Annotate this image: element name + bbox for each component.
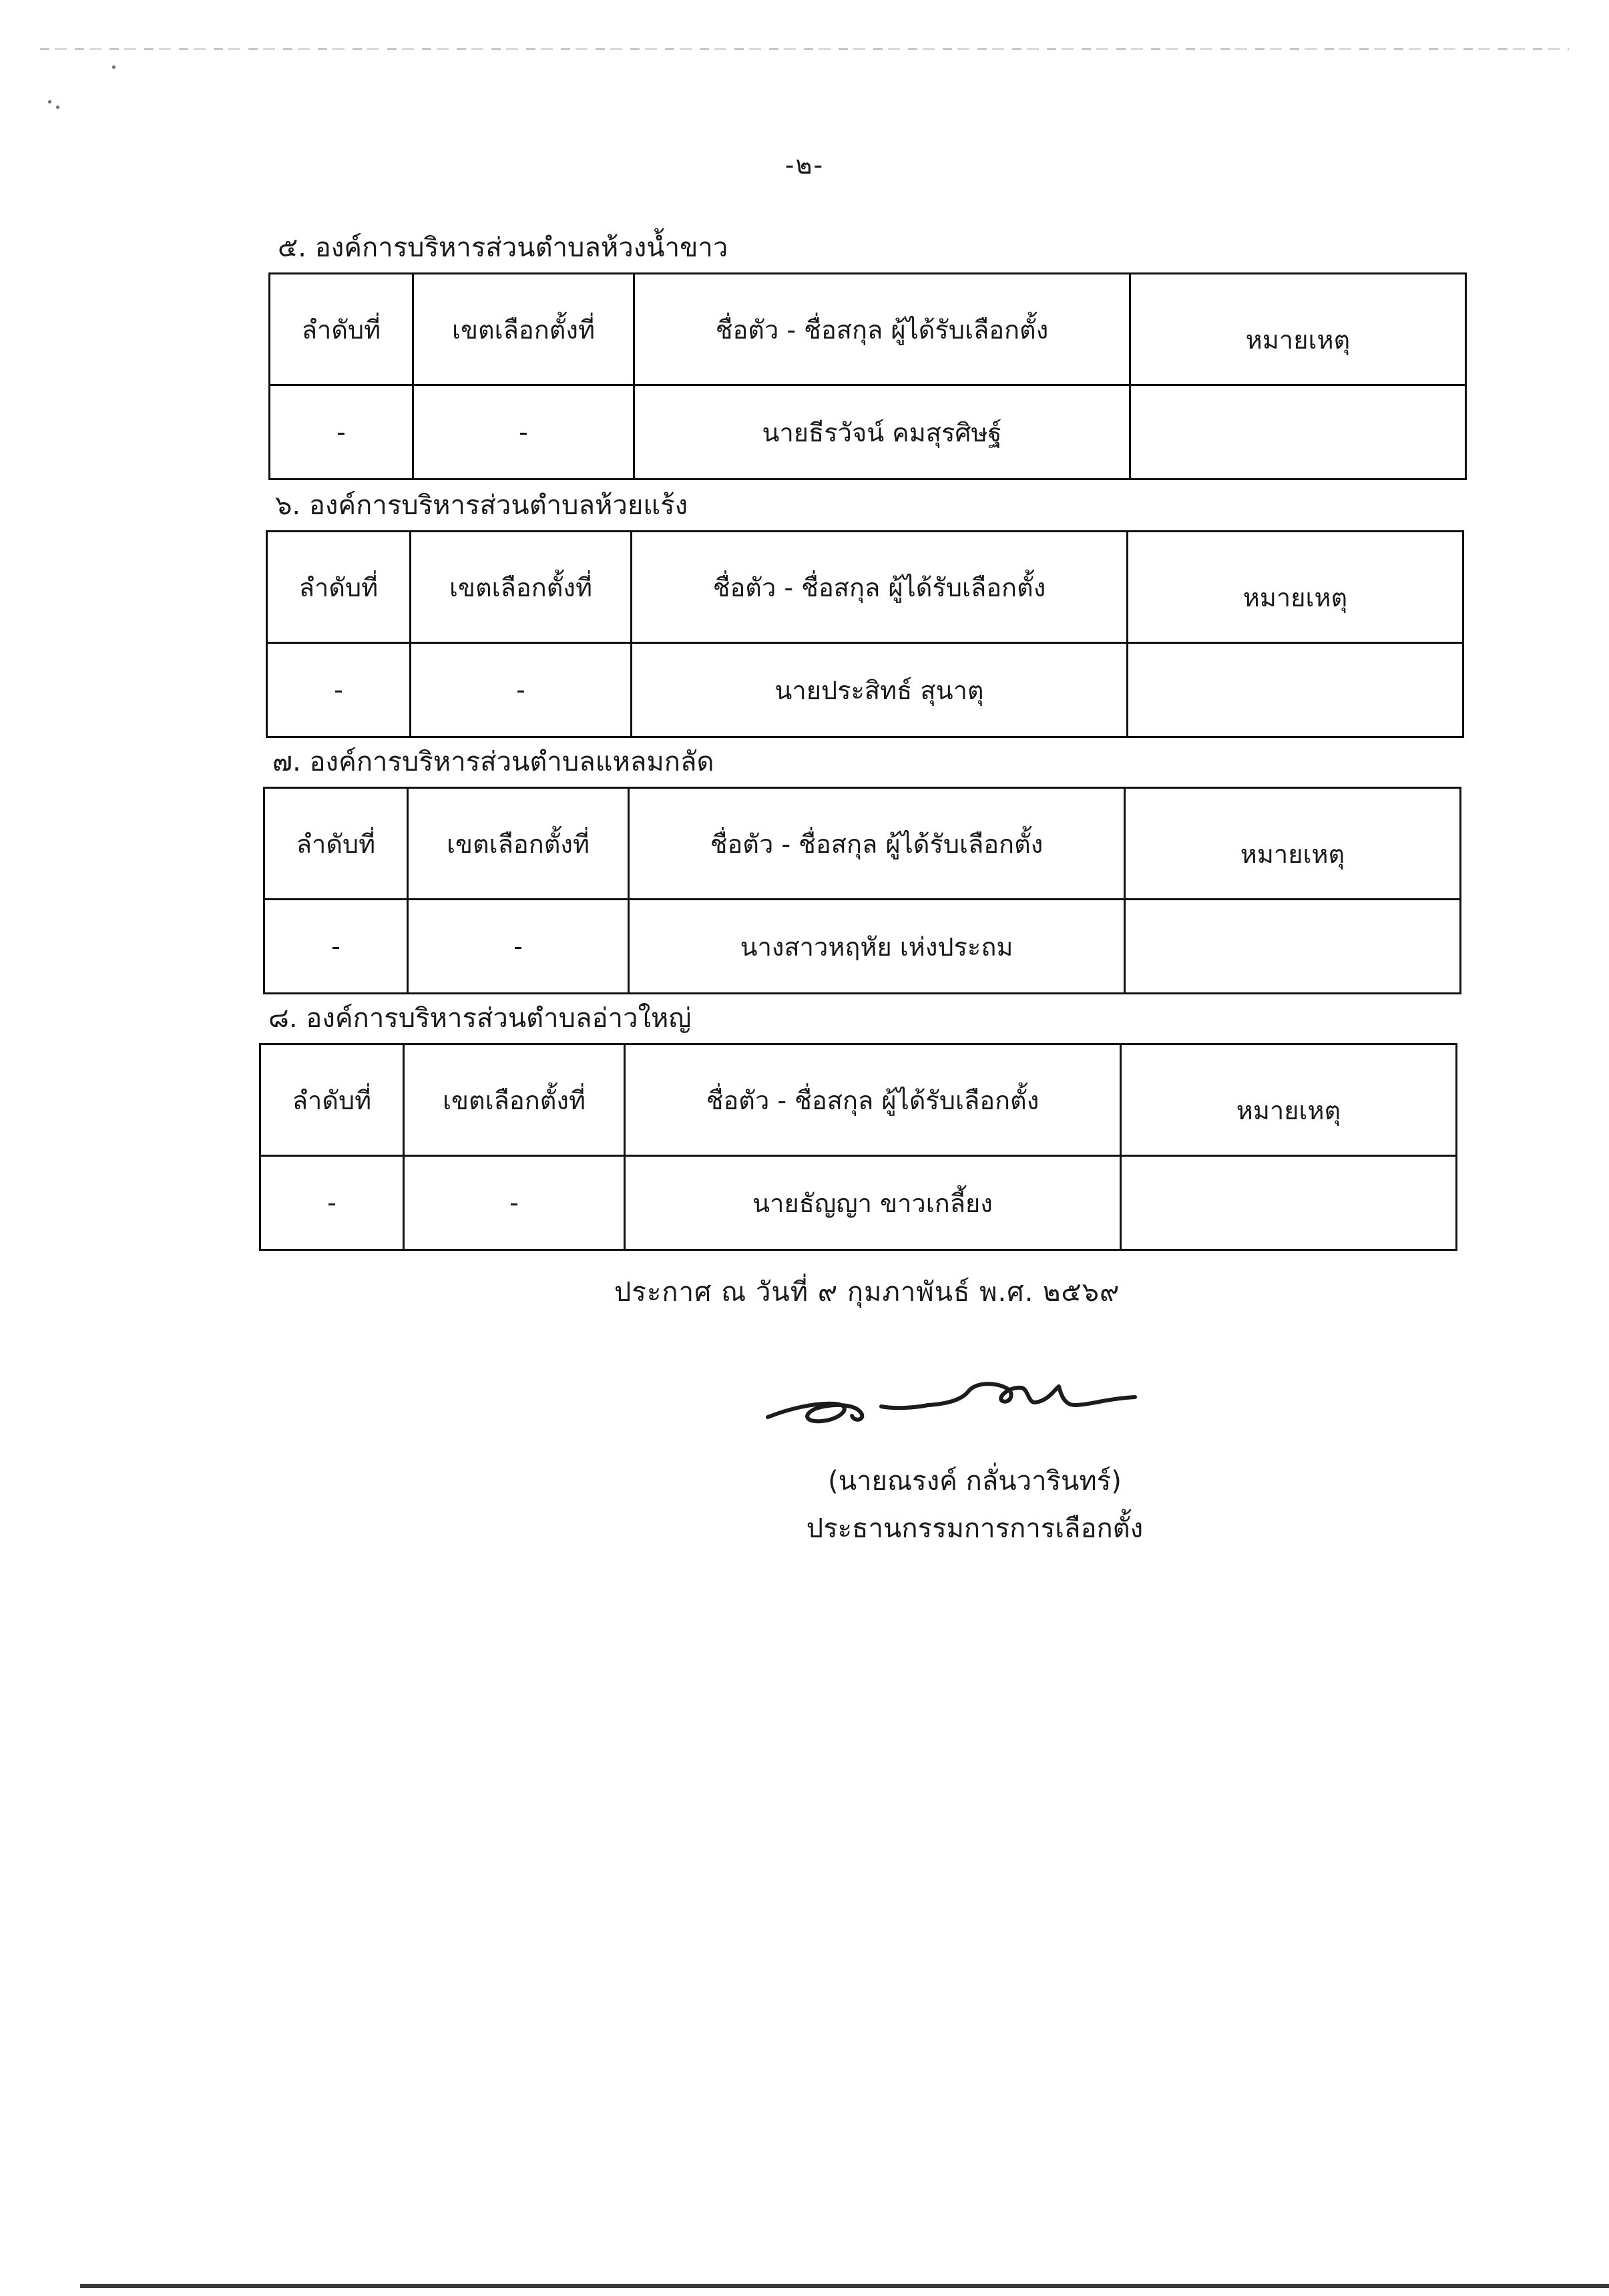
cell-name: นายประสิทธ์ สุนาตุ bbox=[632, 643, 1128, 737]
section-6 bbox=[266, 488, 1454, 738]
scan-speck bbox=[112, 65, 116, 69]
section-5 bbox=[268, 230, 1457, 480]
table-row bbox=[264, 900, 1461, 994]
header-name: ชื่อตัว - ชื่อสกุล ผู้ได้รับเลือกตั้ง bbox=[634, 274, 1130, 385]
cell-remark bbox=[1128, 643, 1463, 737]
page-number: -๒- bbox=[784, 150, 825, 180]
cell-name: นายธีรวัจน์ คมสุรศิษฐ์ bbox=[634, 385, 1130, 480]
cell-district: - bbox=[411, 643, 632, 737]
header-name: ชื่อตัว - ชื่อสกุล ผู้ได้รับเลือกตั้ง bbox=[632, 532, 1128, 643]
cell-order: - bbox=[260, 1156, 404, 1250]
signature bbox=[761, 1362, 1202, 1443]
section-7 bbox=[263, 744, 1451, 994]
scan-artifact-bottom bbox=[80, 2284, 1609, 2288]
header-order: ลำดับที่ bbox=[267, 532, 411, 643]
header-district: เขตเลือกตั้งที่ bbox=[404, 1044, 625, 1156]
header-name: ชื่อตัว - ชื่อสกุล ผู้ได้รับเลือกตั้ง bbox=[625, 1044, 1121, 1156]
cell-remark bbox=[1130, 385, 1466, 480]
cell-remark bbox=[1125, 900, 1461, 994]
header-order: ลำดับที่ bbox=[264, 788, 408, 900]
cell-district: - bbox=[408, 900, 629, 994]
cell-name: นางสาวหฤหัย เห่งประถม bbox=[629, 900, 1125, 994]
results-table bbox=[268, 272, 1467, 480]
cell-order: - bbox=[264, 900, 408, 994]
cell-name: นายธัญญา ขาวเกลี้ยง bbox=[625, 1156, 1121, 1250]
header-remark: หมายเหตุ bbox=[1121, 1044, 1457, 1156]
table-header-row bbox=[270, 274, 1466, 385]
announcement-date: ประกาศ ณ วันที่ ๙ กุมภาพันธ์ พ.ศ. ๒๕๖๙ bbox=[614, 1277, 1120, 1308]
header-order: ลำดับที่ bbox=[270, 274, 413, 385]
signer-position: ประธานกรรมการการเลือกตั้ง bbox=[806, 1513, 1144, 1544]
cell-remark bbox=[1121, 1156, 1457, 1250]
header-district: เขตเลือกตั้งที่ bbox=[408, 788, 629, 900]
cell-district: - bbox=[404, 1156, 625, 1250]
table-row bbox=[267, 643, 1463, 737]
header-district: เขตเลือกตั้งที่ bbox=[413, 274, 634, 385]
section-title: ๕. องค์การบริหารส่วนตำบลห้วงน้ำขาว bbox=[278, 232, 728, 263]
header-remark: หมายเหตุ bbox=[1128, 532, 1463, 643]
section-title: ๖. องค์การบริหารส่วนตำบลห้วยแร้ง bbox=[275, 490, 688, 521]
table-header-row bbox=[264, 788, 1461, 900]
section-8 bbox=[259, 1000, 1447, 1251]
cell-order: - bbox=[270, 385, 413, 480]
results-table bbox=[266, 530, 1464, 738]
header-district: เขตเลือกตั้งที่ bbox=[411, 532, 632, 643]
cell-order: - bbox=[267, 643, 411, 737]
scan-artifact-top bbox=[40, 48, 1569, 50]
section-title: ๗. องค์การบริหารส่วนตำบลแหลมกลัด bbox=[272, 747, 714, 777]
header-order: ลำดับที่ bbox=[260, 1044, 404, 1156]
table-header-row bbox=[260, 1044, 1457, 1156]
scan-speck bbox=[48, 100, 51, 104]
header-remark: หมายเหตุ bbox=[1130, 274, 1466, 385]
signer-name: (นายณรงค์ กลั่นวารินทร์) bbox=[828, 1466, 1122, 1497]
table-row bbox=[270, 385, 1466, 480]
results-table bbox=[259, 1043, 1457, 1251]
results-table bbox=[263, 787, 1461, 994]
section-title: ๘. องค์การบริหารส่วนตำบลอ่าวใหญ่ bbox=[268, 1003, 692, 1034]
scan-speck bbox=[56, 106, 59, 109]
cell-district: - bbox=[413, 385, 634, 480]
table-row bbox=[260, 1156, 1457, 1250]
header-remark: หมายเหตุ bbox=[1125, 788, 1461, 900]
header-name: ชื่อตัว - ชื่อสกุล ผู้ได้รับเลือกตั้ง bbox=[629, 788, 1125, 900]
table-header-row bbox=[267, 532, 1463, 643]
